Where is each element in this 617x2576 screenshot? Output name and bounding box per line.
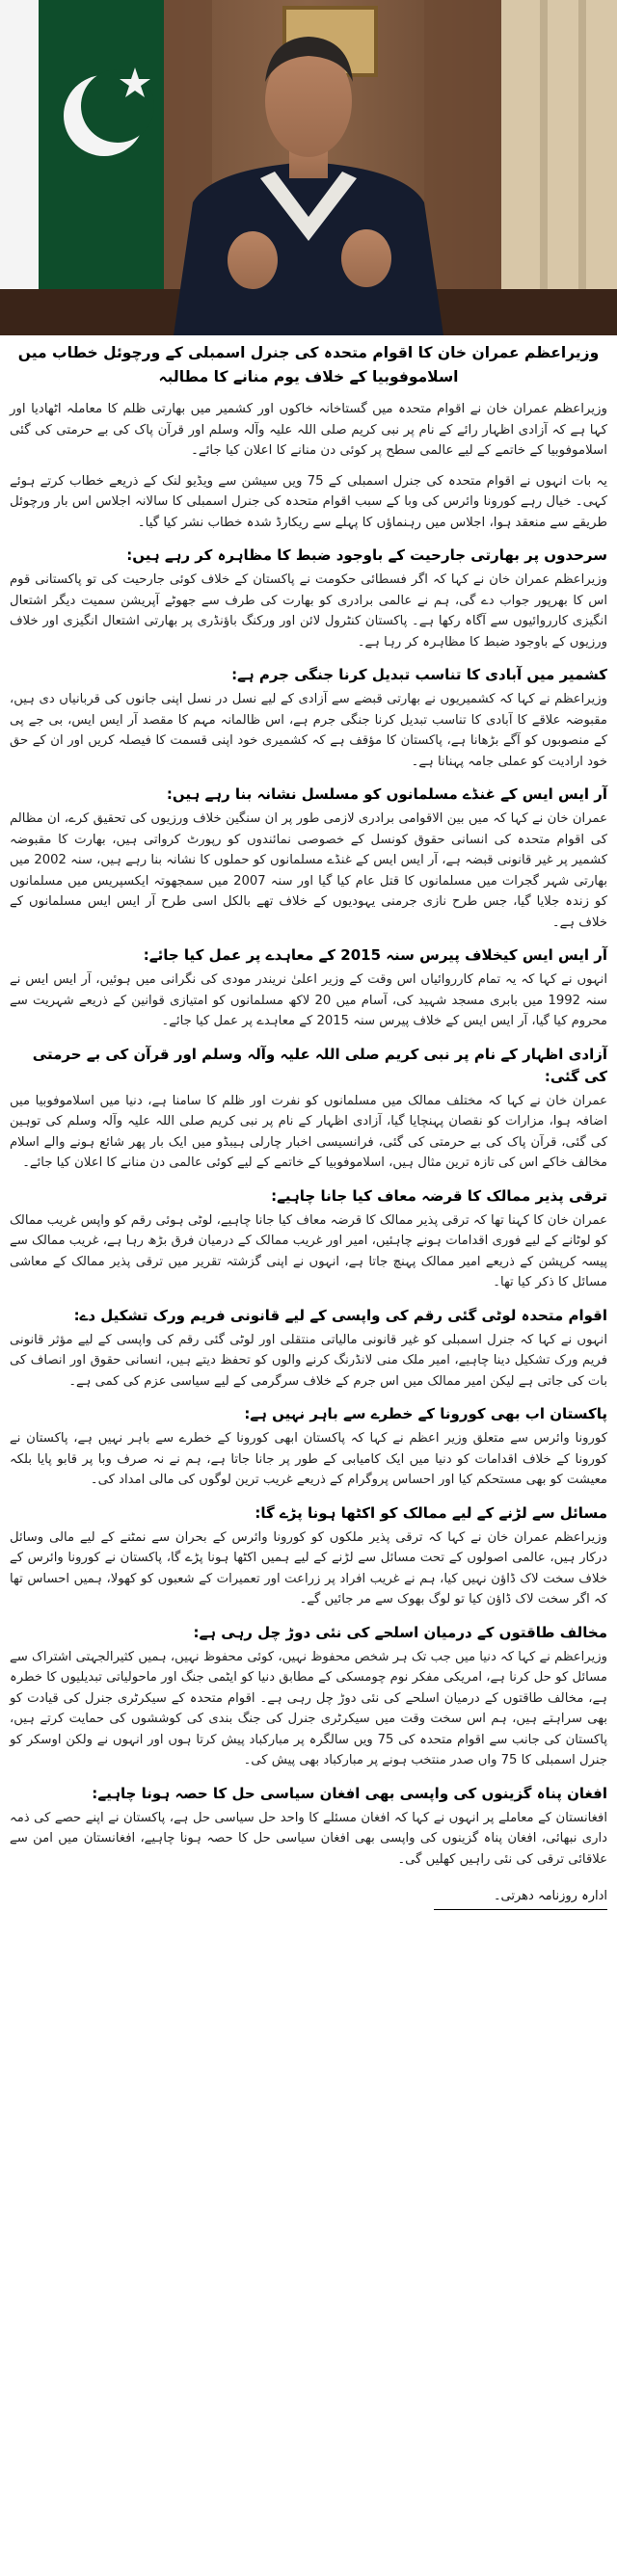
photo-caption: وزیراعظم عمران خان کا اقوام متحدہ کی جنرل اسمبلی کے ورچوئل خطاب میں اسلاموفوبیا کے خلاف یوم منانے کا مطالبہ — [17, 344, 600, 385]
section-heading: پاکستان اب بھی کورونا کے خطرے سے باہر نہیں ہے: — [244, 1405, 607, 1422]
section-body: انہوں نے کہا کہ یہ تمام کارروائیاں اس وقت کے وزیر اعلیٰ نریندر مودی کی نگرانی میں ہوئیں، آر ایس ایس نے سنہ 1992 میں بابری مسجد شہید کی، آسام میں 20 لاکھ مسلمانوں کو امتیازی قوانین کے ذریعے شہریت سے محروم کیا گیا، آر ایس ایس کے خلاف پیرس سنہ 2015 کے معاہدے پر عمل کیا جائے۔ — [10, 972, 607, 1028]
section-body: عمران خان نے کہا کہ مختلف ممالک میں مسلمانوں کو نفرت اور ظلم کا سامنا ہے، دنیا میں اسلاموفوبیا میں اضافہ ہوا، مزارات کو نقصان پہنچایا گیا، آزادی اظہار کے نام پر نبی کریم صلی اللہ علیہ وآلہ وسلم کی توہین کی گئی، قرآن پاک کی بے حرمتی کی گئی، فرانسیسی اخبار چارلی ہیبڈو میں ایک بار پھر شائع ہونے والے اسلام مخالف خاکے اس کی تازہ ترین مثال ہیں، اسلاموفوبیا کے خاتمے کے لیے کوئی عالمی دن منانے کا اعلان کیا جائے۔ — [10, 1093, 607, 1170]
article-content — [10, 339, 607, 1910]
section-7 — [10, 1305, 607, 1393]
section-10 — [10, 1622, 607, 1771]
section-2 — [10, 664, 607, 772]
section-heading: افغان پناہ گزینوں کی واپسی بھی افغان سیاسی حل کا حصہ ہونا چاہیے: — [92, 1784, 607, 1802]
section-heading: ترقی پذیر ممالک کا قرضہ معاف کیا جانا چاہیے: — [271, 1186, 607, 1205]
section-body: افغانستان کے معاملے پر انہوں نے کہا کہ افغان مسئلے کا واحد حل سیاسی حل ہے، پاکستان نے اپنے حصے کی ذمہ داری نبھائی، افغان پناہ گزینوں کی واپسی بھی افغان سیاسی حل کا حصہ ہونا چاہیے، افغانستان میں امن سے علاقائی ترقی کی نئی راہیں کھلیں گی۔ — [10, 1810, 607, 1867]
section-5 — [10, 1044, 607, 1174]
section-heading: آزادی اظہار کے نام پر نبی کریم صلی اللہ علیہ وآلہ وسلم اور قرآن کی بے حرمتی کی گئی: — [32, 1045, 607, 1085]
section-body: وزیراعظم نے کہا کہ کشمیریوں نے بھارتی قبضے سے آزادی کے لیے نسل در نسل اپنی جانوں کی قربانیاں دی ہیں، مقبوضہ علاقے کا آبادی کا تناسب تبدیل کرنا جنگی جرم ہے، اس ظالمانہ مہم کا مقصد آر ایس ایس، بی جے پی کے منصوبوں کو آگے بڑھانا ہے، پاکستان کا مؤقف ہے کہ کشمیری خود اپنی قسمت کا فیصلہ کریں اور ان کے حق خود ارادیت کو عملی جامہ پہنانا ہے۔ — [10, 692, 607, 769]
section-heading: آر ایس ایس کے غنڈے مسلمانوں کو مسلسل نشانہ بنا رہے ہیں: — [166, 785, 607, 803]
intro-section — [10, 399, 607, 533]
section-body: وزیراعظم عمران خان نے کہا کہ اگر فسطائی حکومت نے پاکستان کے خلاف کوئی جارحیت کی تو پاکستانی قوم اس کا بھرپور جواب دے گی، ہم نے عالمی برادری کو بھارت کی طرف سے جھوٹے آپریشن سمیت دیگر اشتعال انگیزی کارروائیوں سے آگاہ رکھا ہے۔ پاکستان کنٹرول لائن اور ورکنگ باؤنڈری پر بھارتی اشتعال انگیزی اور خلاف ورزیوں کے باوجود ضبط کا مظاہرہ کر رہا ہے۔ — [10, 572, 607, 650]
section-heading: اقوام متحدہ لوٹی گئی رقم کی واپسی کے لیے قانونی فریم ورک تشکیل دے: — [73, 1306, 607, 1324]
section-body: عمران خان نے کہا کہ میں بین الاقوامی برادری لازمی طور پر ان سنگین خلاف ورزیوں کی تحقیق کرے، ان مظالم کی اقوام متحدہ کی انسانی حقوق کونسل کے خصوصی نمائندوں کو رپورٹ کرواتی ہیں، بھارت کا مقبوضہ کشمیر پر غیر قانونی قبضہ ہے، آر ایس ایس کے غنڈے مسلمانوں کو حملوں کا نشانہ بنا رہے ہیں، سنہ 2002 میں بھارتی شہر گجرات میں مسلمانوں کا قتل عام کیا گیا اور سنہ 2007 میں سمجھوتہ ایکسپریس میں مسلمانوں کو زندہ جلایا گیا، جس طرح نازی جرمنی یہودیوں کے خلاف تھے بالکل اسی طرح آر ایس ایس مسلمانوں کے خلاف ہے۔ — [10, 811, 607, 930]
section-heading: کشمیر میں آبادی کا تناسب تبدیل کرنا جنگی جرم ہے: — [231, 666, 607, 683]
section-4 — [10, 944, 607, 1032]
publication-credit: ادارہ روزنامہ دھرتی۔ — [434, 1889, 607, 1910]
section-heading: مخالف طاقتوں کے درمیان اسلحے کی نئی دوڑ چل رہی ہے: — [193, 1623, 607, 1641]
photo-illustration — [0, 0, 617, 335]
section-body: وزیراعظم نے کہا کہ دنیا میں جب تک ہر شخص محفوظ نہیں، کوئی محفوظ نہیں، ہمیں کثیرالجہتی اشتراک سے مسائل کو حل کرنا ہے، امریکی مفکر نوم چومسکی کے مطابق دنیا کو ایٹمی جنگ اور ماحولیاتی تبدیلیوں کا خطرہ ہے، مخالف طاقتوں کے درمیان اسلحے کی نئی دوڑ چل رہی ہے۔ اقوام متحدہ کے سیکرٹری جنرل کی قیادت کو بھی سراہتے ہیں، ہم اس سخت وقت میں سیکرٹری جنرل کی جنگ بندی کی کوششوں کی حمایت کرتے ہیں، پاکستان کی جانب سے اقوام متحدہ کی 75 ویں سالگرہ پر مبارکباد پیش کرتا ہوں اور انہوں نے ولکن اوسکر کو جنرل اسمبلی کا 75 واں صدر منتخب ہونے پر مبارکباد بھی پیش کی۔ — [10, 1649, 607, 1767]
section-8 — [10, 1403, 607, 1491]
portrait-photo-icon — [0, 0, 617, 335]
section-3 — [10, 783, 607, 933]
section-body: کورونا وائرس سے متعلق وزیر اعظم نے کہا کہ پاکستان ابھی کورونا کے خطرے سے باہر نہیں ہے، پاکستان نے کورونا کے خلاف اقدامات کو دنیا میں ایک کامیابی کے طور پر جانا جاتا ہے، ہم نے نہ صرف وبا پر قابو پایا بلکہ معیشت کو بھی مستحکم کیا اور احساس پروگرام کے ذریعے غریب ترین لوگوں کی مالی امداد کی۔ — [10, 1431, 607, 1487]
intro-paragraph-1: وزیراعظم عمران خان نے اقوام متحدہ میں گستاخانہ خاکوں اور کشمیر میں بھارتی ظلم کا معاملہ اٹھادیا اور کہا ہے کہ آزادی اظہار رائے کے نام پر نبی کریم صلی اللہ علیہ وآلہ وسلم اور قرآن پاک کی بے حرمتی کی گئی اسلاموفوبیا کے خاتمے کے لیے عالمی سطح پر کوئی دن منانے کا اعلان کیا جائے۔ — [10, 402, 607, 458]
section-6 — [10, 1185, 607, 1293]
intro-paragraph-2: یہ بات انہوں نے اقوام متحدہ کی جنرل اسمبلی کے 75 ویں سیشن سے ویڈیو لنک کے ذریعے خطاب کرتے ہوئے کہی۔ خیال رہے کورونا وائرس کی وبا کے سبب اقوام متحدہ کی جنرل اسمبلی کا سالانہ اجلاس اس بار ورچوئل طریقے سے منعقد ہوا، اجلاس میں رہنماؤں کا پہلے سے ریکارڈ شدہ خطاب نشر کیا گیا۔ — [10, 473, 607, 530]
section-heading: آر ایس ایس کیخلاف پیرس سنہ 2015 کے معاہدے پر عمل کیا جائے: — [143, 946, 607, 964]
section-11 — [10, 1783, 607, 1871]
section-body: وزیراعظم عمران خان نے کہا کہ ترقی پذیر ملکوں کو کورونا وائرس کے بحران سے نمٹنے کے لیے مالی وسائل درکار ہیں، عالمی اصولوں کے تحت مسائل سے لڑنے کے لیے ہمیں اکٹھا ہونا پڑے گا، پاکستان نے کورونا وائرس کے خلاف سخت لاک ڈاؤن نہیں کیا، ہم نے غریب افراد پر زراعت اور تعمیرات کے شعبوں کو کھولا، ہمیں احساس تھا کہ اگر سخت لاک ڈاؤن کیا تو لوگ بھوک سے مر جائیں گے۔ — [10, 1529, 607, 1607]
section-body: عمران خان کا کہنا تھا کہ ترقی پذیر ممالک کا قرضہ معاف کیا جانا چاہیے، لوٹی ہوئی رقم کو واپس غریب ممالک کو لوٹانے کے لیے فوری اقدامات ہونے چاہئیں، امیر اور غریب ممالک کے درمیان فرق بڑھ رہا ہے، غریب ممالک سے پیسہ کرپشن کے ذریعے امیر ممالک پہنچ جاتا ہے، انہوں نے اپنی گزشتہ تقریر میں ترقی پذیر ممالک کے معاشی مسائل کا ذکر کیا تھا۔ — [10, 1212, 607, 1289]
section-heading: سرحدوں پر بھارتی جارحیت کے باوجود ضبط کا مظاہرہ کر رہے ہیں: — [126, 546, 607, 564]
section-1 — [10, 544, 607, 652]
section-heading: مسائل سے لڑنے کے لیے ممالک کو اکٹھا ہونا پڑے گا: — [255, 1503, 607, 1522]
section-body: انہوں نے کہا کہ جنرل اسمبلی کو غیر قانونی مالیاتی منتقلی اور لوٹی گئی رقم کی واپسی کے لیے مؤثر قانونی فریم ورک تشکیل دینا چاہیے، امیر ملک منی لانڈرنگ کرنے والوں کو تحفظ دیتے ہیں، انسانی حقوق اور انصاف کی بات کی جاتی ہے لیکن امیر ممالک میں اس جرم کے خلاف سرگرمی کے لیے سیاسی عزم کی کمی ہے۔ — [10, 1332, 607, 1389]
section-9 — [10, 1502, 607, 1610]
